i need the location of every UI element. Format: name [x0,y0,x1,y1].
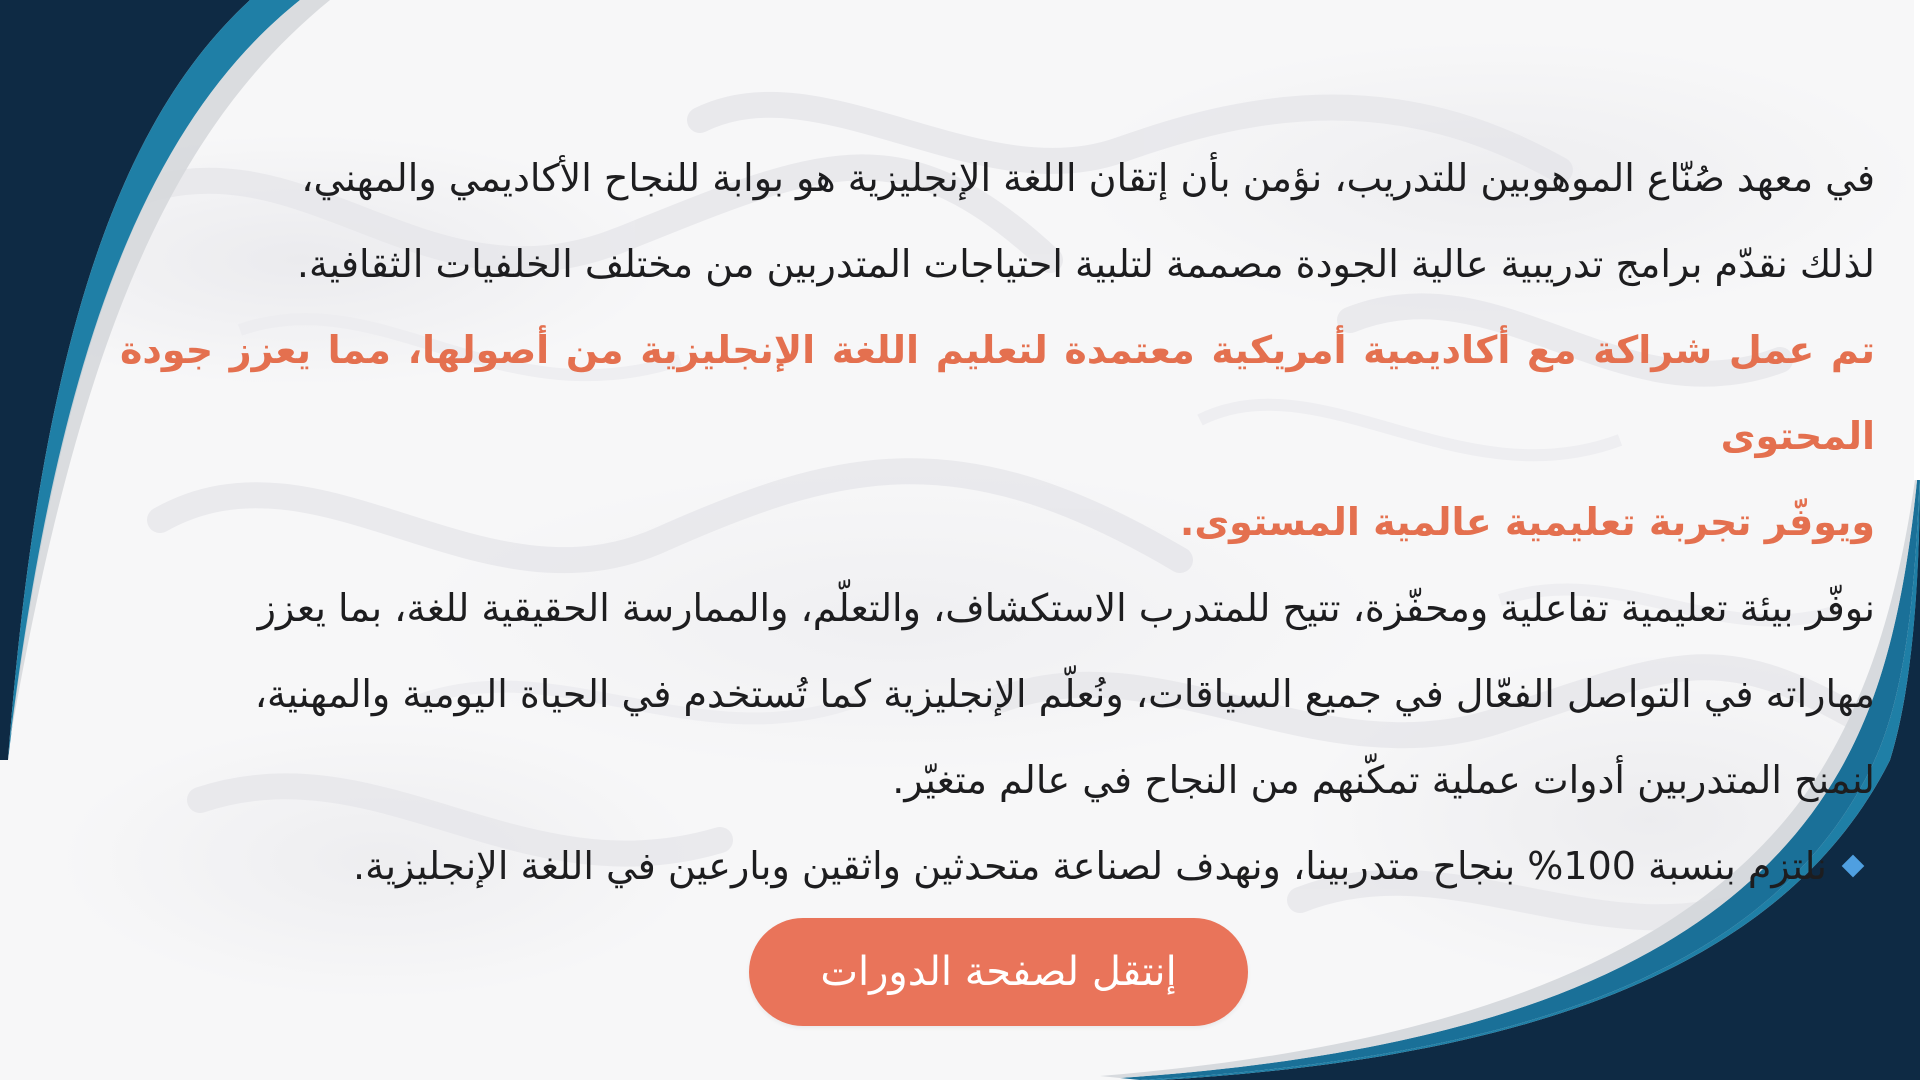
diamond-bullet-icon [1842,855,1865,878]
commitment-text: نلتزم بنسبة 100% بنجاح متدربينا، ونهدف لصناعة متحدثين واثقين وبارعين في اللغة الإنجليزية. [353,844,1827,888]
intro-line-2: لذلك نقدّم برامج تدريبية عالية الجودة مصممة لتلبية احتياجات المتدربين من مختلف الخلفيات الثقافية. [296,242,1875,286]
right-edge [1914,0,1920,480]
intro-paragraph [120,135,1875,307]
environment-line-2: مهاراته في التواصل الفعّال في جميع السياقات، ونُعلّم الإنجليزية كما تُستخدم في الحياة اليومية والمهنية، [254,672,1875,716]
go-to-courses-button[interactable] [749,918,1248,1026]
partnership-line-2: ويوفّر تجربة تعليمية عالمية المستوى. [1179,500,1875,544]
partnership-line-1: تم عمل شراكة مع أكاديمية أمريكية معتمدة لتعليم اللغة الإنجليزية من أصولها، مما يعزز جودة المحتوى [120,328,1875,458]
intro-line-1: في معهد صُنّاع الموهوبين للتدريب، نؤمن بأن إتقان اللغة الإنجليزية هو بوابة للنجاح الأكاديمي والمهني، [301,156,1875,200]
environment-paragraph [120,565,1875,823]
environment-line-1: نوفّر بيئة تعليمية تفاعلية ومحفّزة، تتيح للمتدرب الاستكشاف، والتعلّم، والممارسة الحقيقية للغة، بما يعزز [257,586,1875,630]
content-block [120,135,1875,909]
partnership-paragraph [120,307,1875,565]
commitment-bullet [120,823,1875,909]
go-to-courses-label: إنتقل لصفحة الدورات [820,949,1177,995]
environment-line-3: لنمنح المتدربين أدوات عملية تمكّنهم من النجاح في عالم متغيّر. [892,758,1875,802]
